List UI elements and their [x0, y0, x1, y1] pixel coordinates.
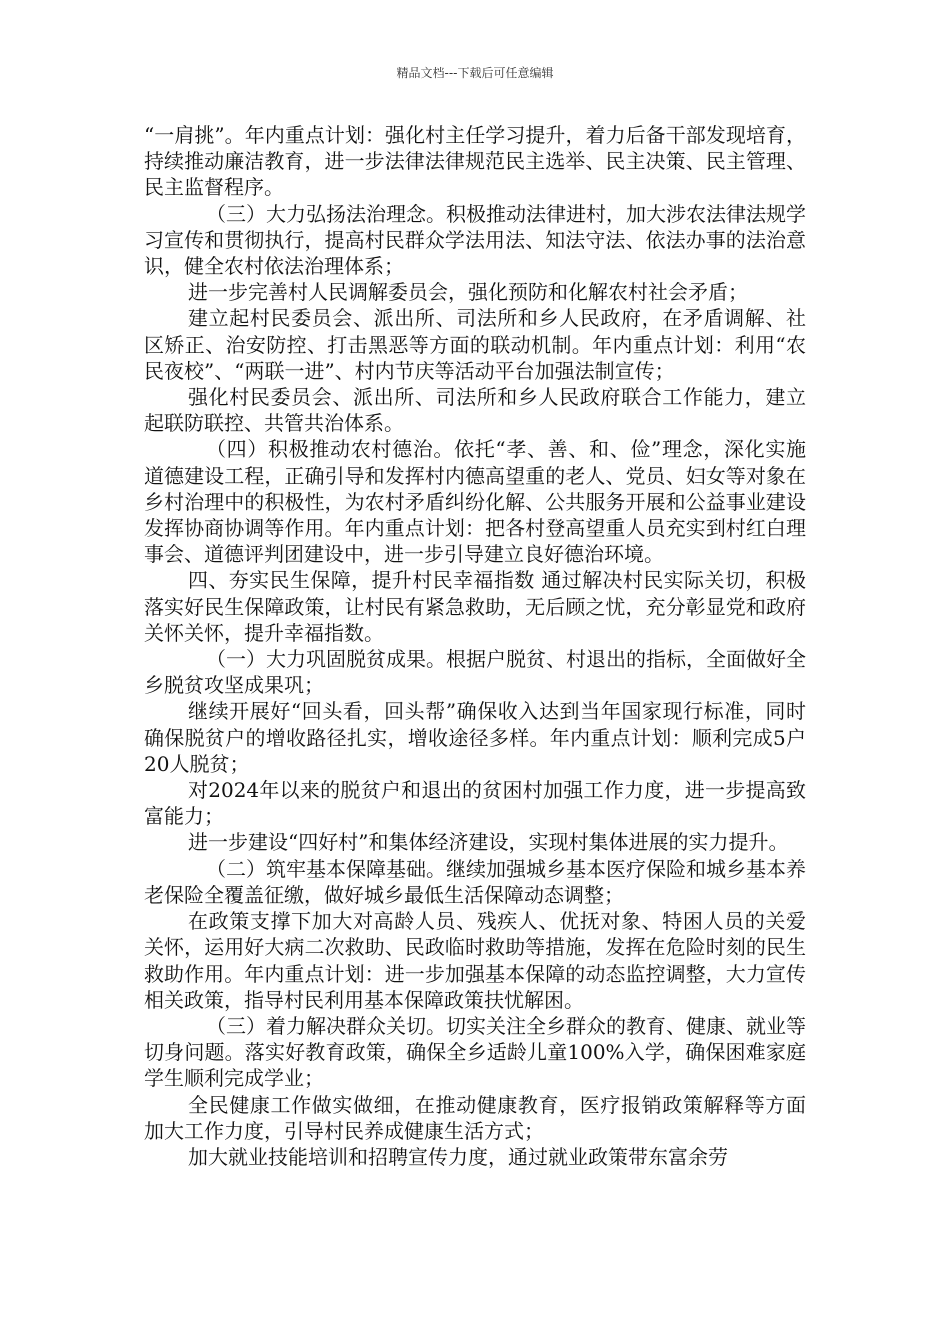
- paragraph: 进一步完善村人民调解委员会，强化预防和化解农村社会矛盾；: [188, 280, 748, 305]
- paragraph: （三）着力解决群众关切。切实关注全乡群众的教育、健康、就业等切身问题。落实好教育政策，确保全乡适龄儿童100%入学，确保困难家庭学生顺利完成学业；: [144, 1013, 806, 1091]
- paragraph: 全民健康工作做实做细，在推动健康教育，医疗报销政策解释等方面加大工作力度，引导村民养成健康生活方式；: [144, 1092, 806, 1143]
- paragraph: 加大就业技能培训和招聘宣传力度，通过就业政策带东富余劳: [188, 1144, 728, 1169]
- paragraph: 强化村民委员会、派出所、司法所和乡人民政府联合工作能力，建立起联防联控、共管共治体系。: [144, 385, 806, 436]
- paragraph: 四、夯实民生保障，提升村民幸福指数 通过解决村民实际关切，积极落实好民生保障政策，让村民有紧急救助，无后顾之忧，充分彰显党和政府关怀关怀，提升幸福指数。: [144, 568, 806, 645]
- paragraph: （四）积极推动农村德治。依托“孝、善、和、俭”理念，深化实施道德建设工程，正确引导和发挥村内德高望重的老人、党员、妇女等对象在乡村治理中的积极性，为农村矛盾纠纷化解、公共服务开展和公益事业建设发挥协商协调等作用。年内重点计划：把各村登高望重人员充实到村红白理事会、道德评判团建设中，进一步引导建立良好德治环境。: [144, 437, 806, 567]
- page-header: 精品文档---下载后可任意编辑: [396, 66, 554, 80]
- paragraph: （二）筑牢基本保障基础。继续加强城乡基本医疗保险和城乡基本养老保险全覆盖征缴，做好城乡最低生活保障动态调整；: [144, 856, 806, 907]
- document-body: [144, 122, 806, 1170]
- paragraph: 建立起村民委员会、派出所、司法所和乡人民政府，在矛盾调解、社区矫正、治安防控、打击黑恶等方面的联动机制。年内重点计划：利用“农民夜校”、“两联一进”、村内节庆等活动平台加强法制宣传；: [144, 306, 806, 383]
- paragraph: 对2024年以来的脱贫户和退出的贫困村加强工作力度，进一步提高致富能力；: [144, 778, 806, 829]
- paragraph: 继续开展好“回头看，回头帮”确保收入达到当年国家现行标准，同时确保脱贫户的增收路径扎实，增收途径多样。年内重点计划：顺利完成5户20人脱贫；: [144, 699, 806, 776]
- paragraph: （一）大力巩固脱贫成果。根据户脱贫、村退出的指标，全面做好全乡脱贫攻坚成果巩；: [144, 647, 806, 698]
- paragraph: “一肩挑”。年内重点计划：强化村主任学习提升，着力后备干部发现培育，持续推动廉洁教育，进一步法律法律规范民主选举、民主决策、民主管理、民主监督程序。: [144, 123, 806, 200]
- paragraph: 在政策支撑下加大对高龄人员、残疾人、优抚对象、特困人员的关爱关怀，运用好大病二次救助、民政临时救助等措施，发挥在危险时刻的民生救助作用。年内重点计划：进一步加强基本保障的动态监控调整，大力宣传相关政策，指导村民利用基本保障政策扶忧解困。: [144, 909, 806, 1012]
- paragraph: 进一步建设“四好村”和集体经济建设，实现村集体进展的实力提升。: [188, 830, 789, 855]
- paragraph: （三）大力弘扬法治理念。积极推动法律进村，加大涉农法律法规学习宣传和贯彻执行，提高村民群众学法用法、知法守法、依法办事的法治意识，健全农村依法治理体系；: [144, 201, 806, 279]
